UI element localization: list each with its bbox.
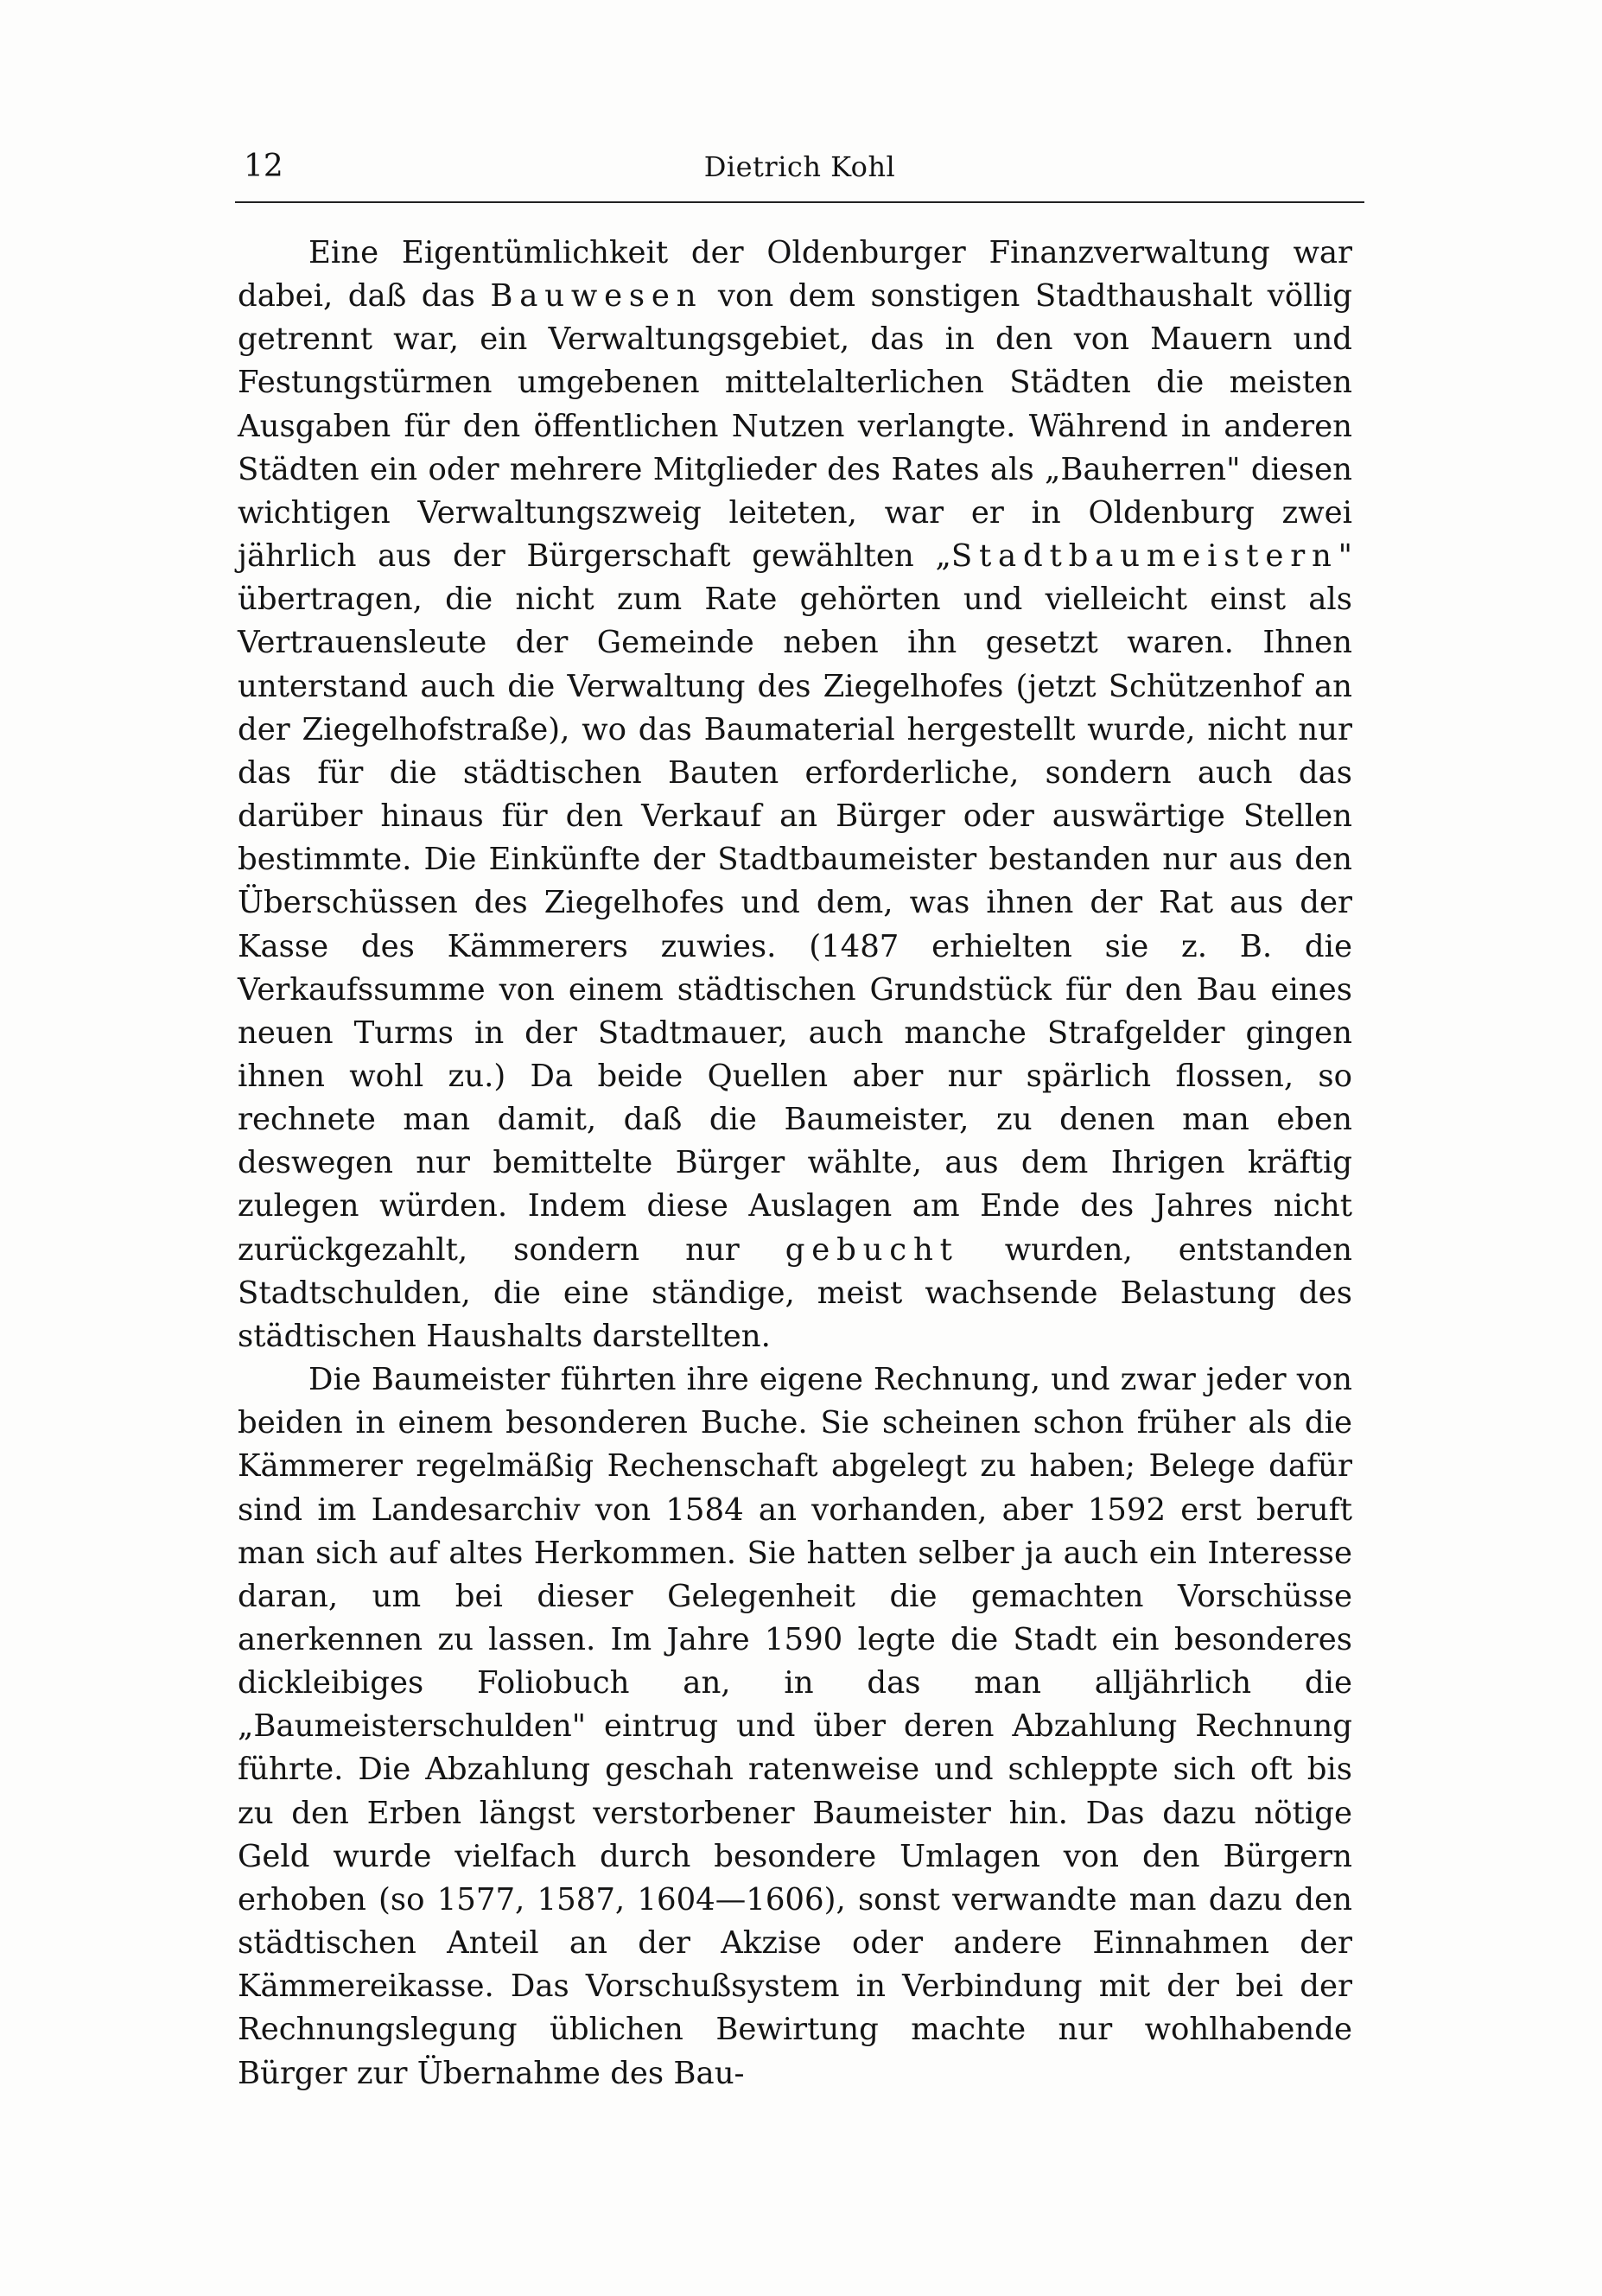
paragraph <box>238 1358 1352 2096</box>
spaced-emphasis: gebucht <box>785 1231 959 1268</box>
page-number: 12 <box>244 149 283 184</box>
spaced-emphasis: Bauwesen <box>490 278 703 315</box>
page-header <box>235 145 1364 188</box>
paragraph <box>238 232 1352 1358</box>
spaced-emphasis: Stadtbaumeistern <box>950 538 1338 575</box>
text-run: " übertragen, die nicht zum Rate gehörten und vielleicht einst als Vertrauensleute der Gemeinde neben ihn gesetzt waren. Ihnen unterstand auch die Verwaltung des Ziegelhofes (jetzt Schützenhof an der Ziegelhofstraße), wo das Baumaterial hergestellt wurde, nicht nur das für die städtischen Bauten erforderliche, sondern auch das darüber hinaus für den Verkauf an Bürger oder auswärtige Stellen bestimmte. Die Einkünfte der Stadtbaumeister bestanden nur aus den Überschüssen des Ziegelhofes und dem, was ihnen der Rat aus der Kasse des Kämmerers zuwies. (1487 erhielten sie z. B. die Verkaufssumme von einem städtischen Grundstück für den Bau eines neuen Turms in der Stadtmauer, auch manche Strafgelder gingen ihnen wohl zu.) Da beide Quellen aber nur spärlich flossen, so rechnete man damit, daß die Baumeister, zu denen man eben deswegen nur bemittelte Bürger wählte, aus dem Ihrigen kräftig zulegen würden. Indem diese Auslagen am Ende des Jahres nicht zurückgezahlt, sondern nur <box>238 538 1352 1268</box>
header-rule <box>235 201 1364 203</box>
text-run: von dem sonstigen Stadthaushalt völlig getrennt war, ein Verwaltungsgebiet, das in den von Mauern und Festungstürmen umgebenen mittelalterlichen Städten die meisten Ausgaben für den öffentlichen Nutzen verlangte. Während in anderen Städten ein oder mehrere Mitglieder des Rates als „Bauherren" diesen wichtigen Verwaltungszweig leiteten, war er in Oldenburg zwei jährlich aus der Bürgerschaft gewählten „ <box>238 278 1352 575</box>
text-run: wurden, entstanden Stadtschulden, die eine ständige, meist wachsende Belastung des städtischen Haushalts darstellten. <box>238 1231 1352 1354</box>
running-head: Dietrich Kohl <box>703 150 896 183</box>
text-run: Die Baumeister führten ihre eigene Rechnung, und zwar jeder von beiden in einem besonderen Buche. Sie scheinen schon früher als die Kämmerer regelmäßig Rechenschaft abgelegt zu haben; Belege dafür sind im Landesarchiv von 1584 an vorhanden, aber 1592 erst beruft man sich auf altes Herkommen. Sie hatten selber ja auch ein Interesse daran, um bei dieser Gelegenheit die gemachten Vorschüsse anerkennen zu lassen. Im Jahre 1590 legte die Stadt ein besonderes dickleibiges Foliobuch an, in das man alljährlich die „Baumeisterschulden" eintrug und über deren Abzahlung Rechnung führte. Die Abzahlung geschah ratenweise und schleppte sich oft bis zu den Erben längst verstorbener Baumeister hin. Das dazu nötige Geld wurde vielfach durch besondere Umlagen von den Bürgern erhoben (so 1577, 1587, 1604—1606), sonst verwandte man dazu den städtischen Anteil an der Akzise oder andere Einnahmen der Kämmereikasse. Das Vorschußsystem in Verbindung mit der bei der Rechnungslegung üblichen Bewirtung machte nur wohlhabende Bürger zur Übernahme des Bau- <box>238 1362 1352 2091</box>
text-run: Eine Eigentümlichkeit der Oldenburger Finanzverwaltung war dabei, daß das <box>238 235 1352 315</box>
body-text <box>238 232 1352 2096</box>
